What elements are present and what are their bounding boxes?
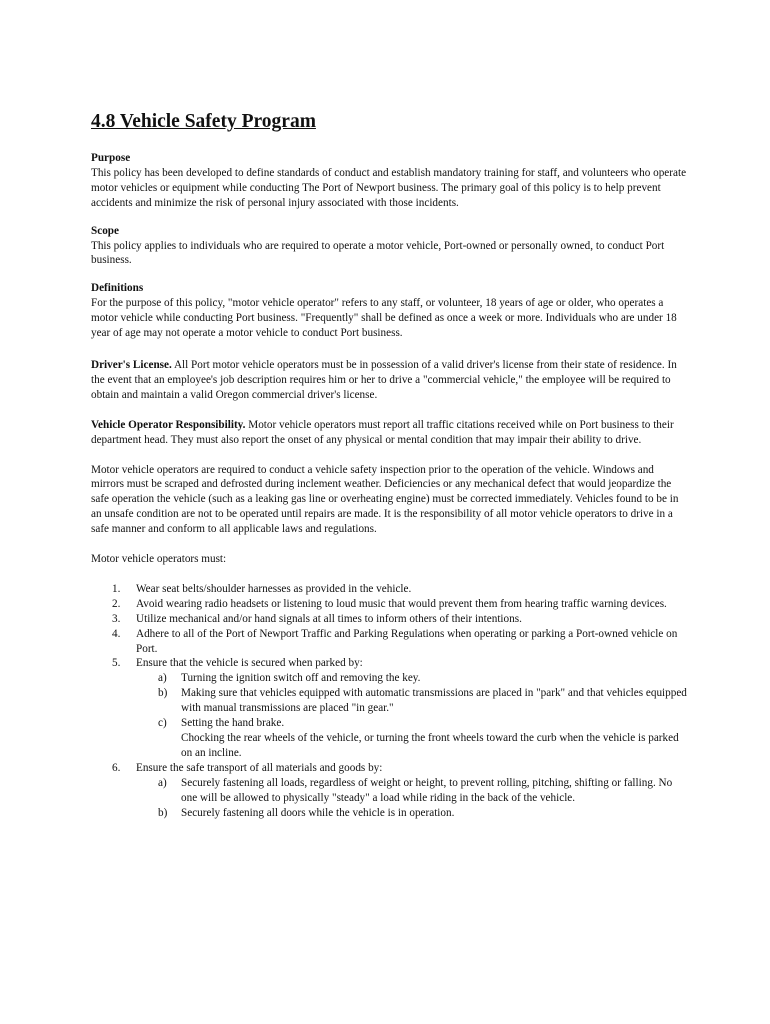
inspection-paragraph: Motor vehicle operators are required to conduct a vehicle safety inspection prior to the operation of the vehicle. Windows and mirrors must be scraped and defrosted during inclement weather. Deficiencies or any mechanical defect that would jeopardize the safe operation the vehicle (such as a leaking gas line or overheating engine) must be corrected immediately. Vehicles found to be in an unsafe condition are not to be operated until repairs are made. It is the responsibility of all motor vehicle operators to drive in a safe manner and conform to all applicable laws and regulations. xyxy=(91,463,679,536)
must-intro: Motor vehicle operators must: xyxy=(91,553,227,566)
document-title: 4.8 Vehicle Safety Program xyxy=(91,111,316,132)
sub-list-text: Securely fastening all loads, regardless of weight or height, to prevent rolling, pitching, shifting or falling. No one will be allowed to physically "steady" a load while riding in the back of the vehicle. xyxy=(181,776,673,804)
list-item xyxy=(91,761,687,821)
sub-list-text: Turning the ignition switch off and removing the key. xyxy=(181,672,421,685)
scope-heading: Scope xyxy=(91,224,119,237)
purpose-body: This policy has been developed to define standards of conduct and establish mandatory training for staff, and volunteers who operate motor vehicles or equipment while conducting The Port of Newport business. The primary goal of this policy is to help prevent accidents and minimize the risk of personal injury associated with those incidents. xyxy=(91,166,687,209)
responsibility-body: Motor vehicle operators must report all traffic citations received while on Port business to their department head. They must also report the onset of any physical or mental condition that may impair their ability to drive. xyxy=(91,418,674,446)
sub-list-letter: c) xyxy=(158,717,167,730)
sub-list-item xyxy=(136,776,687,806)
list-item-text: Ensure the safe transport of all materials and goods by: xyxy=(136,761,383,774)
license-body: All Port motor vehicle operators must be in possession of a valid driver's license from their state of residence. In the event that an employee's job description requires him or her to drive a "commercial vehicle," the employee will be required to obtain and maintain a valid Oregon commercial driver's license. xyxy=(91,358,677,401)
sub-list-item xyxy=(136,806,687,821)
list-item-text: Ensure that the vehicle is secured when parked by: xyxy=(136,657,363,670)
list-item-text: Avoid wearing radio headsets or listening to loud music that would prevent them from hearing traffic warning devices. xyxy=(136,597,667,610)
definitions-section xyxy=(91,281,687,341)
license-paragraph xyxy=(91,358,687,403)
scope-section xyxy=(91,224,687,269)
list-item xyxy=(91,627,687,657)
scope-body: This policy applies to individuals who are required to operate a motor vehicle, Port-owned or personally owned, to conduct Port business. xyxy=(91,239,665,267)
document-page xyxy=(91,110,687,820)
list-item xyxy=(91,612,687,627)
list-item-text: Wear seat belts/shoulder harnesses as provided in the vehicle. xyxy=(136,582,412,595)
sub-list-letter: a) xyxy=(158,776,167,789)
sub-list-text: Setting the hand brake. xyxy=(181,717,285,730)
sub-list-letter: b) xyxy=(158,806,168,819)
sub-list-item xyxy=(136,671,687,686)
list-number: 1. xyxy=(112,582,121,595)
responsibility-heading: Vehicle Operator Responsibility. xyxy=(91,418,246,431)
list-number: 6. xyxy=(112,761,121,774)
purpose-section xyxy=(91,151,687,211)
responsibility-paragraph xyxy=(91,418,687,448)
sub-list-text: Making sure that vehicles equipped with automatic transmissions are placed in "park" and that vehicles equipped with manual transmissions are placed "in gear." xyxy=(181,687,687,715)
operator-rules-list xyxy=(91,582,687,821)
list-item-text: Adhere to all of the Port of Newport Traffic and Parking Regulations when operating or parking a Port-owned vehicle on Port. xyxy=(136,627,678,655)
sub-list-letter: b) xyxy=(158,687,168,700)
list-number: 2. xyxy=(112,597,121,610)
sub-list-text: Securely fastening all doors while the vehicle is in operation. xyxy=(181,806,455,819)
definitions-heading: Definitions xyxy=(91,282,144,295)
purpose-heading: Purpose xyxy=(91,152,131,164)
definitions-body: For the purpose of this policy, "motor vehicle operator" refers to any staff, or volunteer, 18 years of age or older, who operates a motor vehicle while conducting Port business. "Frequently" shall be defined as once a week or more. Individuals who are under 18 year of age may not operate a motor vehicle to conduct Port business. xyxy=(91,297,677,340)
list-item-text: Utilize mechanical and/or hand signals at all times to inform others of their intentions. xyxy=(136,612,522,625)
sub-list xyxy=(136,671,687,760)
sub-list-extra-text: Chocking the rear wheels of the vehicle, or turning the front wheels toward the curb when the vehicle is parked on an incline. xyxy=(181,732,679,759)
list-number: 4. xyxy=(112,627,121,640)
list-number: 3. xyxy=(112,612,121,625)
list-number: 5. xyxy=(112,657,121,670)
sub-list-item xyxy=(136,686,687,716)
list-item xyxy=(91,656,687,760)
sub-list xyxy=(136,776,687,821)
list-item xyxy=(91,597,687,612)
license-heading: Driver's License. xyxy=(91,358,172,371)
sub-list-item xyxy=(136,716,687,761)
list-item xyxy=(91,582,687,597)
sub-list-letter: a) xyxy=(158,672,167,685)
